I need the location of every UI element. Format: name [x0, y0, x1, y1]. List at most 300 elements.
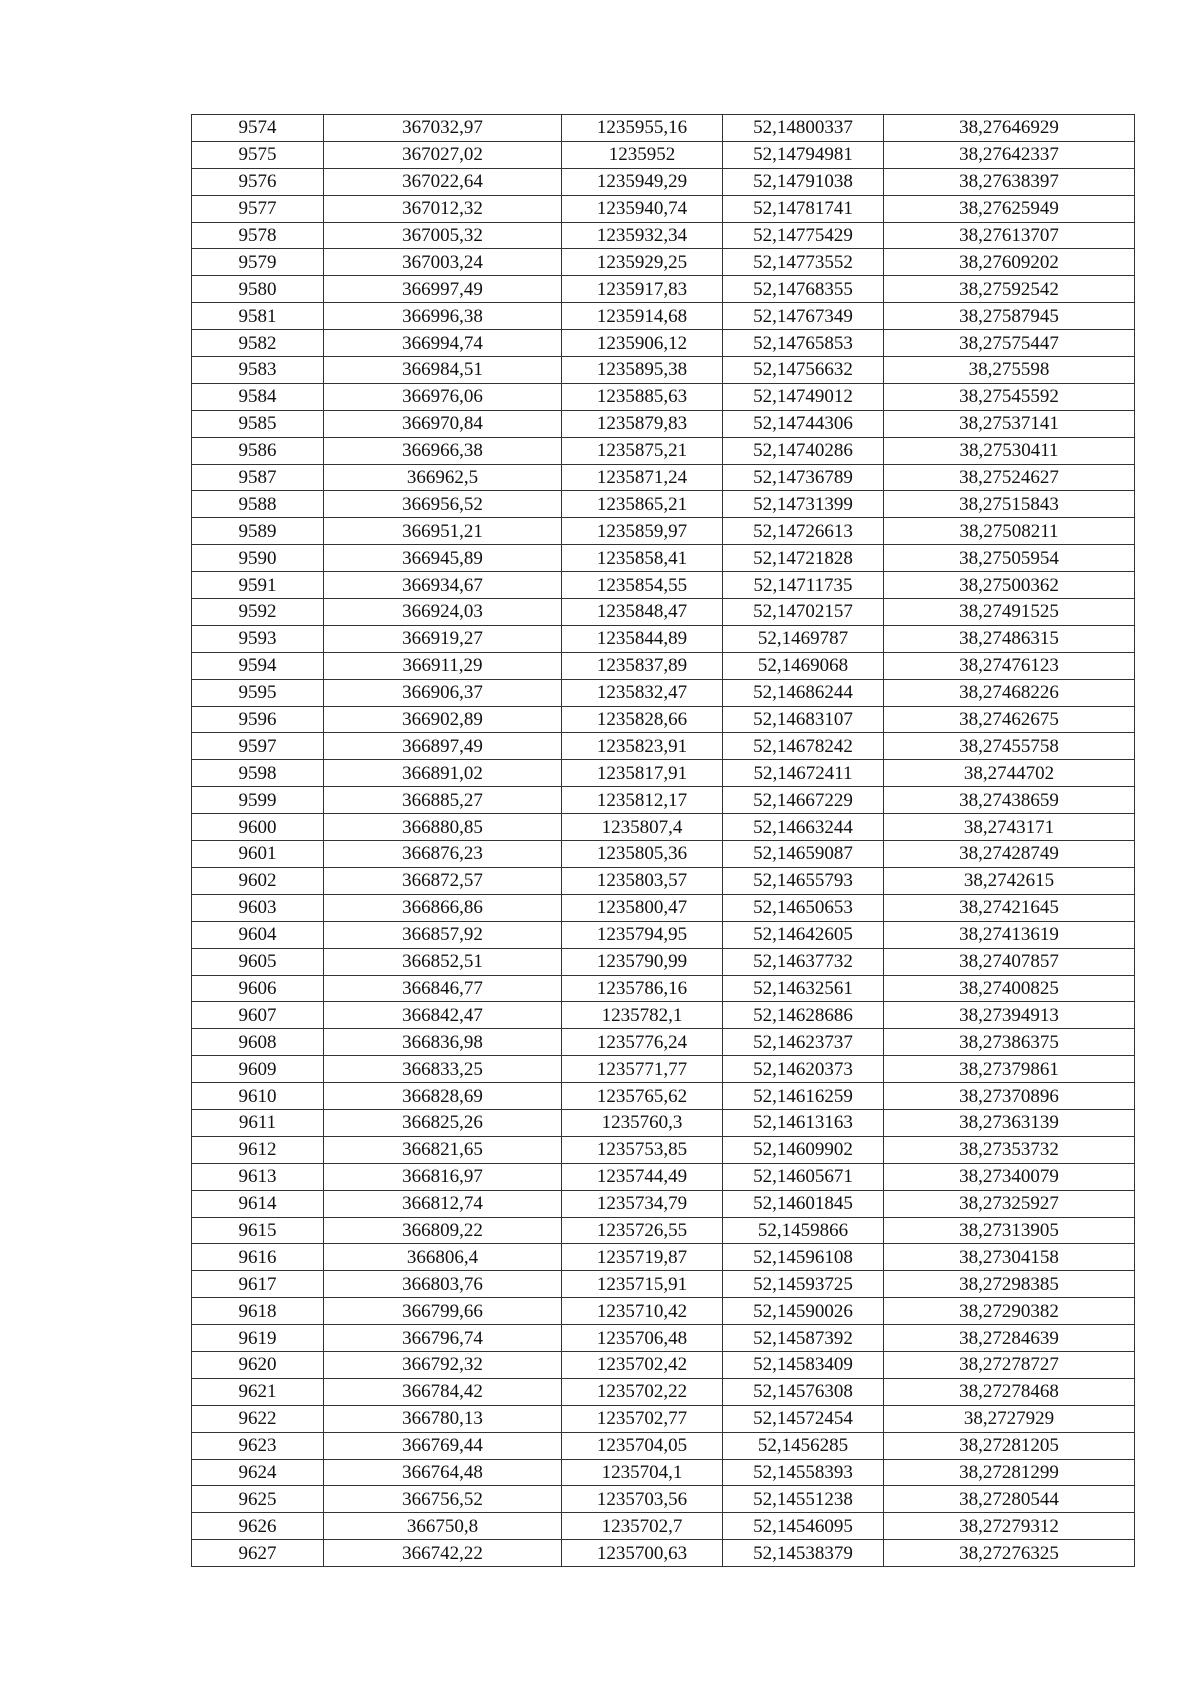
table-row: [192, 733, 1135, 760]
table-row: [192, 1002, 1135, 1029]
y-coordinate-cell: 1235917,83: [562, 276, 723, 303]
latitude-cell: 52,14623737: [723, 1029, 884, 1056]
longitude-cell: 38,27491525: [884, 599, 1135, 626]
y-coordinate-cell: 1235879,83: [562, 410, 723, 437]
point-number-cell: 9591: [192, 572, 324, 599]
table-row: [192, 1244, 1135, 1271]
longitude-cell: 38,27276325: [884, 1540, 1135, 1567]
y-coordinate-cell: 1235753,85: [562, 1136, 723, 1163]
latitude-cell: 52,14576308: [723, 1378, 884, 1405]
latitude-cell: 52,14538379: [723, 1540, 884, 1567]
point-number-cell: 9586: [192, 437, 324, 464]
point-number-cell: 9603: [192, 894, 324, 921]
table-row: [192, 195, 1135, 222]
point-number-cell: 9607: [192, 1002, 324, 1029]
point-number-cell: 9612: [192, 1136, 324, 1163]
table-row: [192, 841, 1135, 868]
table-row: [192, 1083, 1135, 1110]
x-coordinate-cell: 366885,27: [324, 787, 562, 814]
latitude-cell: 52,14775429: [723, 222, 884, 249]
longitude-cell: 38,27428749: [884, 841, 1135, 868]
latitude-cell: 52,14655793: [723, 867, 884, 894]
point-number-cell: 9585: [192, 410, 324, 437]
y-coordinate-cell: 1235832,47: [562, 679, 723, 706]
longitude-cell: 38,27353732: [884, 1136, 1135, 1163]
table-row: [192, 410, 1135, 437]
latitude-cell: 52,14749012: [723, 383, 884, 410]
latitude-cell: 52,14702157: [723, 599, 884, 626]
y-coordinate-cell: 1235952: [562, 141, 723, 168]
point-number-cell: 9613: [192, 1163, 324, 1190]
latitude-cell: 52,14572454: [723, 1405, 884, 1432]
y-coordinate-cell: 1235706,48: [562, 1325, 723, 1352]
latitude-cell: 52,14686244: [723, 679, 884, 706]
latitude-cell: 52,14768355: [723, 276, 884, 303]
latitude-cell: 52,14767349: [723, 303, 884, 330]
latitude-cell: 52,14583409: [723, 1351, 884, 1378]
point-number-cell: 9581: [192, 303, 324, 330]
longitude-cell: 38,27281205: [884, 1432, 1135, 1459]
latitude-cell: 52,14659087: [723, 841, 884, 868]
y-coordinate-cell: 1235858,41: [562, 545, 723, 572]
x-coordinate-cell: 366997,49: [324, 276, 562, 303]
y-coordinate-cell: 1235906,12: [562, 330, 723, 357]
latitude-cell: 52,14740286: [723, 437, 884, 464]
point-number-cell: 9578: [192, 222, 324, 249]
longitude-cell: 38,27421645: [884, 894, 1135, 921]
table-row: [192, 572, 1135, 599]
latitude-cell: 52,14620373: [723, 1056, 884, 1083]
table-row: [192, 1217, 1135, 1244]
y-coordinate-cell: 1235702,7: [562, 1513, 723, 1540]
table-row: [192, 760, 1135, 787]
table-row: [192, 652, 1135, 679]
longitude-cell: 38,27587945: [884, 303, 1135, 330]
longitude-cell: 38,2742615: [884, 867, 1135, 894]
latitude-cell: 52,14711735: [723, 572, 884, 599]
table-row: [192, 625, 1135, 652]
longitude-cell: 38,27438659: [884, 787, 1135, 814]
point-number-cell: 9580: [192, 276, 324, 303]
x-coordinate-cell: 366911,29: [324, 652, 562, 679]
x-coordinate-cell: 366945,89: [324, 545, 562, 572]
table-row: [192, 545, 1135, 572]
y-coordinate-cell: 1235932,34: [562, 222, 723, 249]
longitude-cell: 38,27476123: [884, 652, 1135, 679]
point-number-cell: 9600: [192, 814, 324, 841]
table-row: [192, 1163, 1135, 1190]
table-row: [192, 1056, 1135, 1083]
latitude-cell: 52,14596108: [723, 1244, 884, 1271]
y-coordinate-cell: 1235800,47: [562, 894, 723, 921]
latitude-cell: 52,14637732: [723, 948, 884, 975]
point-number-cell: 9625: [192, 1486, 324, 1513]
longitude-cell: 38,27281299: [884, 1459, 1135, 1486]
latitude-cell: 52,14587392: [723, 1325, 884, 1352]
point-number-cell: 9583: [192, 357, 324, 384]
x-coordinate-cell: 367022,64: [324, 168, 562, 195]
x-coordinate-cell: 366951,21: [324, 518, 562, 545]
point-number-cell: 9615: [192, 1217, 324, 1244]
y-coordinate-cell: 1235871,24: [562, 464, 723, 491]
longitude-cell: 38,27386375: [884, 1029, 1135, 1056]
latitude-cell: 52,14781741: [723, 195, 884, 222]
x-coordinate-cell: 366825,26: [324, 1109, 562, 1136]
longitude-cell: 38,27400825: [884, 975, 1135, 1002]
x-coordinate-cell: 366897,49: [324, 733, 562, 760]
latitude-cell: 52,14558393: [723, 1459, 884, 1486]
y-coordinate-cell: 1235875,21: [562, 437, 723, 464]
x-coordinate-cell: 367005,32: [324, 222, 562, 249]
table-row: [192, 249, 1135, 276]
table-row: [192, 518, 1135, 545]
point-number-cell: 9590: [192, 545, 324, 572]
latitude-cell: 52,14726613: [723, 518, 884, 545]
x-coordinate-cell: 366742,22: [324, 1540, 562, 1567]
point-number-cell: 9622: [192, 1405, 324, 1432]
y-coordinate-cell: 1235782,1: [562, 1002, 723, 1029]
longitude-cell: 38,27468226: [884, 679, 1135, 706]
longitude-cell: 38,27625949: [884, 195, 1135, 222]
longitude-cell: 38,27530411: [884, 437, 1135, 464]
x-coordinate-cell: 366792,32: [324, 1351, 562, 1378]
x-coordinate-cell: 366769,44: [324, 1432, 562, 1459]
latitude-cell: 52,1469068: [723, 652, 884, 679]
y-coordinate-cell: 1235844,89: [562, 625, 723, 652]
latitude-cell: 52,14609902: [723, 1136, 884, 1163]
y-coordinate-cell: 1235744,49: [562, 1163, 723, 1190]
latitude-cell: 52,14642605: [723, 921, 884, 948]
latitude-cell: 52,14765853: [723, 330, 884, 357]
point-number-cell: 9589: [192, 518, 324, 545]
point-number-cell: 9617: [192, 1271, 324, 1298]
x-coordinate-cell: 366857,92: [324, 921, 562, 948]
longitude-cell: 38,27642337: [884, 141, 1135, 168]
point-number-cell: 9611: [192, 1109, 324, 1136]
latitude-cell: 52,1469787: [723, 625, 884, 652]
longitude-cell: 38,27613707: [884, 222, 1135, 249]
longitude-cell: 38,27515843: [884, 491, 1135, 518]
y-coordinate-cell: 1235803,57: [562, 867, 723, 894]
latitude-cell: 52,14663244: [723, 814, 884, 841]
x-coordinate-cell: 366984,51: [324, 357, 562, 384]
y-coordinate-cell: 1235790,99: [562, 948, 723, 975]
y-coordinate-cell: 1235703,56: [562, 1486, 723, 1513]
point-number-cell: 9605: [192, 948, 324, 975]
table-row: [192, 1378, 1135, 1405]
y-coordinate-cell: 1235726,55: [562, 1217, 723, 1244]
point-number-cell: 9604: [192, 921, 324, 948]
x-coordinate-cell: 366784,42: [324, 1378, 562, 1405]
coordinates-table: [191, 114, 1135, 1567]
y-coordinate-cell: 1235859,97: [562, 518, 723, 545]
latitude-cell: 52,14616259: [723, 1083, 884, 1110]
y-coordinate-cell: 1235715,91: [562, 1271, 723, 1298]
point-number-cell: 9592: [192, 599, 324, 626]
point-number-cell: 9596: [192, 706, 324, 733]
x-coordinate-cell: 366956,52: [324, 491, 562, 518]
latitude-cell: 52,14551238: [723, 1486, 884, 1513]
point-number-cell: 9577: [192, 195, 324, 222]
table-row: [192, 1298, 1135, 1325]
point-number-cell: 9627: [192, 1540, 324, 1567]
x-coordinate-cell: 367012,32: [324, 195, 562, 222]
x-coordinate-cell: 366919,27: [324, 625, 562, 652]
longitude-cell: 38,27575447: [884, 330, 1135, 357]
table-row: [192, 330, 1135, 357]
longitude-cell: 38,27524627: [884, 464, 1135, 491]
x-coordinate-cell: 366934,67: [324, 572, 562, 599]
table-row: [192, 437, 1135, 464]
y-coordinate-cell: 1235848,47: [562, 599, 723, 626]
longitude-cell: 38,27638397: [884, 168, 1135, 195]
table-row: [192, 1109, 1135, 1136]
y-coordinate-cell: 1235719,87: [562, 1244, 723, 1271]
y-coordinate-cell: 1235865,21: [562, 491, 723, 518]
table-row: [192, 1486, 1135, 1513]
y-coordinate-cell: 1235776,24: [562, 1029, 723, 1056]
y-coordinate-cell: 1235702,77: [562, 1405, 723, 1432]
y-coordinate-cell: 1235700,63: [562, 1540, 723, 1567]
latitude-cell: 52,14683107: [723, 706, 884, 733]
point-number-cell: 9616: [192, 1244, 324, 1271]
table-row: [192, 1432, 1135, 1459]
latitude-cell: 52,14773552: [723, 249, 884, 276]
point-number-cell: 9595: [192, 679, 324, 706]
y-coordinate-cell: 1235786,16: [562, 975, 723, 1002]
longitude-cell: 38,27500362: [884, 572, 1135, 599]
point-number-cell: 9599: [192, 787, 324, 814]
table-row: [192, 867, 1135, 894]
longitude-cell: 38,27646929: [884, 115, 1135, 142]
table-row: [192, 222, 1135, 249]
table-row: [192, 1351, 1135, 1378]
latitude-cell: 52,14601845: [723, 1190, 884, 1217]
latitude-cell: 52,14756632: [723, 357, 884, 384]
x-coordinate-cell: 366962,5: [324, 464, 562, 491]
x-coordinate-cell: 366799,66: [324, 1298, 562, 1325]
latitude-cell: 52,14605671: [723, 1163, 884, 1190]
longitude-cell: 38,27394913: [884, 1002, 1135, 1029]
point-number-cell: 9575: [192, 141, 324, 168]
longitude-cell: 38,27455758: [884, 733, 1135, 760]
point-number-cell: 9576: [192, 168, 324, 195]
x-coordinate-cell: 366852,51: [324, 948, 562, 975]
point-number-cell: 9582: [192, 330, 324, 357]
x-coordinate-cell: 366821,65: [324, 1136, 562, 1163]
x-coordinate-cell: 366902,89: [324, 706, 562, 733]
table-row: [192, 1271, 1135, 1298]
longitude-cell: 38,27486315: [884, 625, 1135, 652]
table-row: [192, 1459, 1135, 1486]
table-row: [192, 921, 1135, 948]
longitude-cell: 38,27537141: [884, 410, 1135, 437]
point-number-cell: 9620: [192, 1351, 324, 1378]
point-number-cell: 9574: [192, 115, 324, 142]
table-row: [192, 599, 1135, 626]
table-row: [192, 1190, 1135, 1217]
table-row: [192, 464, 1135, 491]
x-coordinate-cell: 366880,85: [324, 814, 562, 841]
longitude-cell: 38,27413619: [884, 921, 1135, 948]
latitude-cell: 52,14731399: [723, 491, 884, 518]
table-row: [192, 1325, 1135, 1352]
point-number-cell: 9597: [192, 733, 324, 760]
point-number-cell: 9579: [192, 249, 324, 276]
y-coordinate-cell: 1235734,79: [562, 1190, 723, 1217]
table-row: [192, 141, 1135, 168]
x-coordinate-cell: 366970,84: [324, 410, 562, 437]
point-number-cell: 9614: [192, 1190, 324, 1217]
point-number-cell: 9610: [192, 1083, 324, 1110]
longitude-cell: 38,27370896: [884, 1083, 1135, 1110]
longitude-cell: 38,2743171: [884, 814, 1135, 841]
longitude-cell: 38,27298385: [884, 1271, 1135, 1298]
coordinates-table-body: [192, 115, 1135, 1567]
table-row: [192, 975, 1135, 1002]
y-coordinate-cell: 1235895,38: [562, 357, 723, 384]
table-row: [192, 1513, 1135, 1540]
x-coordinate-cell: 366866,86: [324, 894, 562, 921]
x-coordinate-cell: 366828,69: [324, 1083, 562, 1110]
point-number-cell: 9624: [192, 1459, 324, 1486]
point-number-cell: 9598: [192, 760, 324, 787]
longitude-cell: 38,27340079: [884, 1163, 1135, 1190]
x-coordinate-cell: 366996,38: [324, 303, 562, 330]
latitude-cell: 52,14800337: [723, 115, 884, 142]
x-coordinate-cell: 366780,13: [324, 1405, 562, 1432]
latitude-cell: 52,14632561: [723, 975, 884, 1002]
table-row: [192, 383, 1135, 410]
latitude-cell: 52,14590026: [723, 1298, 884, 1325]
table-row: [192, 894, 1135, 921]
x-coordinate-cell: 367032,97: [324, 115, 562, 142]
point-number-cell: 9594: [192, 652, 324, 679]
point-number-cell: 9609: [192, 1056, 324, 1083]
x-coordinate-cell: 367027,02: [324, 141, 562, 168]
longitude-cell: 38,27462675: [884, 706, 1135, 733]
point-number-cell: 9601: [192, 841, 324, 868]
point-number-cell: 9593: [192, 625, 324, 652]
y-coordinate-cell: 1235704,05: [562, 1432, 723, 1459]
table-row: [192, 679, 1135, 706]
latitude-cell: 52,14744306: [723, 410, 884, 437]
longitude-cell: 38,27609202: [884, 249, 1135, 276]
x-coordinate-cell: 366809,22: [324, 1217, 562, 1244]
point-number-cell: 9588: [192, 491, 324, 518]
table-row: [192, 814, 1135, 841]
longitude-cell: 38,27313905: [884, 1217, 1135, 1244]
latitude-cell: 52,14593725: [723, 1271, 884, 1298]
longitude-cell: 38,27505954: [884, 545, 1135, 572]
latitude-cell: 52,14650653: [723, 894, 884, 921]
x-coordinate-cell: 366803,76: [324, 1271, 562, 1298]
table-row: [192, 357, 1135, 384]
x-coordinate-cell: 366796,74: [324, 1325, 562, 1352]
longitude-cell: 38,27379861: [884, 1056, 1135, 1083]
y-coordinate-cell: 1235702,42: [562, 1351, 723, 1378]
point-number-cell: 9626: [192, 1513, 324, 1540]
point-number-cell: 9606: [192, 975, 324, 1002]
y-coordinate-cell: 1235771,77: [562, 1056, 723, 1083]
longitude-cell: 38,27407857: [884, 948, 1135, 975]
x-coordinate-cell: 366750,8: [324, 1513, 562, 1540]
x-coordinate-cell: 366994,74: [324, 330, 562, 357]
longitude-cell: 38,27290382: [884, 1298, 1135, 1325]
table-row: [192, 706, 1135, 733]
y-coordinate-cell: 1235704,1: [562, 1459, 723, 1486]
x-coordinate-cell: 367003,24: [324, 249, 562, 276]
latitude-cell: 52,14613163: [723, 1109, 884, 1136]
table-row: [192, 1405, 1135, 1432]
longitude-cell: 38,275598: [884, 357, 1135, 384]
y-coordinate-cell: 1235828,66: [562, 706, 723, 733]
table-row: [192, 948, 1135, 975]
x-coordinate-cell: 366846,77: [324, 975, 562, 1002]
x-coordinate-cell: 366891,02: [324, 760, 562, 787]
y-coordinate-cell: 1235837,89: [562, 652, 723, 679]
point-number-cell: 9602: [192, 867, 324, 894]
latitude-cell: 52,14678242: [723, 733, 884, 760]
longitude-cell: 38,27508211: [884, 518, 1135, 545]
x-coordinate-cell: 366842,47: [324, 1002, 562, 1029]
x-coordinate-cell: 366836,98: [324, 1029, 562, 1056]
x-coordinate-cell: 366816,97: [324, 1163, 562, 1190]
x-coordinate-cell: 366872,57: [324, 867, 562, 894]
x-coordinate-cell: 366806,4: [324, 1244, 562, 1271]
longitude-cell: 38,2727929: [884, 1405, 1135, 1432]
y-coordinate-cell: 1235914,68: [562, 303, 723, 330]
x-coordinate-cell: 366966,38: [324, 437, 562, 464]
latitude-cell: 52,14721828: [723, 545, 884, 572]
longitude-cell: 38,27363139: [884, 1109, 1135, 1136]
y-coordinate-cell: 1235812,17: [562, 787, 723, 814]
x-coordinate-cell: 366812,74: [324, 1190, 562, 1217]
y-coordinate-cell: 1235760,3: [562, 1109, 723, 1136]
point-number-cell: 9621: [192, 1378, 324, 1405]
point-number-cell: 9618: [192, 1298, 324, 1325]
x-coordinate-cell: 366764,48: [324, 1459, 562, 1486]
table-row: [192, 276, 1135, 303]
y-coordinate-cell: 1235794,95: [562, 921, 723, 948]
x-coordinate-cell: 366876,23: [324, 841, 562, 868]
longitude-cell: 38,27278468: [884, 1378, 1135, 1405]
latitude-cell: 52,14667229: [723, 787, 884, 814]
longitude-cell: 38,27280544: [884, 1486, 1135, 1513]
y-coordinate-cell: 1235955,16: [562, 115, 723, 142]
latitude-cell: 52,1459866: [723, 1217, 884, 1244]
table-row: [192, 115, 1135, 142]
longitude-cell: 38,27284639: [884, 1325, 1135, 1352]
x-coordinate-cell: 366924,03: [324, 599, 562, 626]
y-coordinate-cell: 1235807,4: [562, 814, 723, 841]
x-coordinate-cell: 366756,52: [324, 1486, 562, 1513]
longitude-cell: 38,2744702: [884, 760, 1135, 787]
table-row: [192, 1136, 1135, 1163]
longitude-cell: 38,27545592: [884, 383, 1135, 410]
point-number-cell: 9608: [192, 1029, 324, 1056]
y-coordinate-cell: 1235702,22: [562, 1378, 723, 1405]
longitude-cell: 38,27279312: [884, 1513, 1135, 1540]
y-coordinate-cell: 1235885,63: [562, 383, 723, 410]
point-number-cell: 9623: [192, 1432, 324, 1459]
y-coordinate-cell: 1235929,25: [562, 249, 723, 276]
longitude-cell: 38,27278727: [884, 1351, 1135, 1378]
latitude-cell: 52,14672411: [723, 760, 884, 787]
longitude-cell: 38,27304158: [884, 1244, 1135, 1271]
table-row: [192, 1029, 1135, 1056]
y-coordinate-cell: 1235817,91: [562, 760, 723, 787]
